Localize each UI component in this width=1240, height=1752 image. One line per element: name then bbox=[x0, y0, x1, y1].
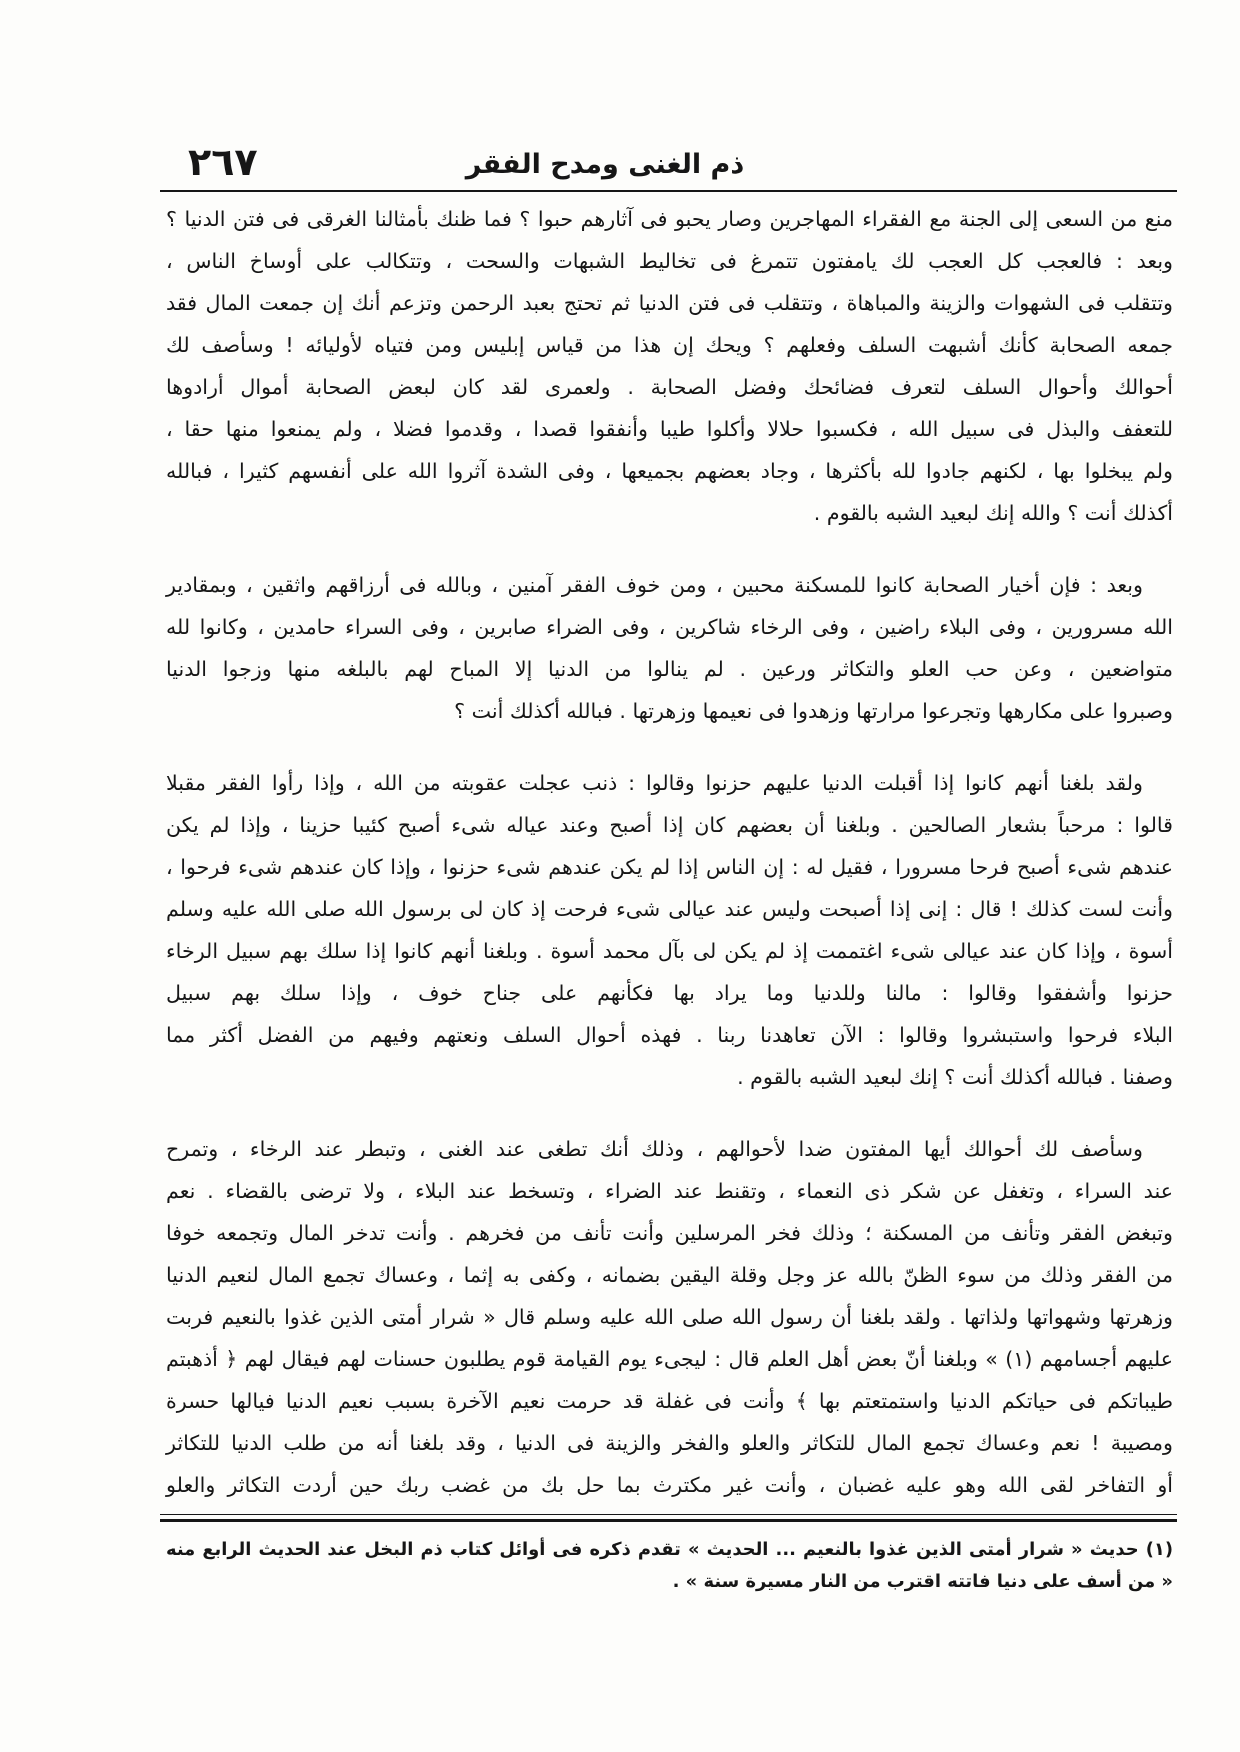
body-line: قالوا : مرحباً بشعار الصالحين . وبلغنا أن بعضهم كان إذا أصبح وعند عياله شىء أصبح كئيبا حزينا ، وإذا لم يكن bbox=[166, 813, 1173, 837]
body-line: وأنت لست كذلك ! قال : إنى إذا أصبحت وليس عند عيالى شىء فرحت إذ كان لى برسول الله صلى الله عليه وسلم bbox=[166, 897, 1173, 921]
body-line: للتعفف والبذل فى سبيل الله ، فكسبوا حلالا وأكلوا طيبا وأنفقوا قصدا ، وقدموا فضلا ، ولم يمنعوا منها حقا ، bbox=[166, 417, 1173, 441]
body-line: أسوة ، وإذا كان عند عيالى شىء اغتممت إذ لم يكن لى بآل محمد أسوة . وبلغنا أنهم كانوا إذا سلك بهم سبيل الرخاء bbox=[166, 939, 1173, 963]
body-line: أو التفاخر لقى الله وهو عليه غضبان ، وأنت غير مكترث بما حل بك من غضب ربك حين أردت التكاثر والعلو bbox=[166, 1473, 1173, 1497]
footnote-line: (١) حديث « شرار أمتى الذين غذوا بالنعيم ... الحديث » تقدم ذكره فى أوائل كتاب ذم البخل عند الحديث الرابع منه bbox=[166, 1539, 1173, 1560]
footnote-separator bbox=[160, 1514, 1177, 1522]
body-line: عليهم أجسامهم (١) » وبلغنا أنّ بعض أهل العلم قال : ليجىء يوم القيامة قوم يطلبون حسنات لهم فيقال لهم ﴿ أذهبتم bbox=[166, 1347, 1173, 1371]
paragraph bbox=[166, 198, 1173, 534]
main-text bbox=[166, 198, 1173, 1506]
body-line: وسأصف لك أحوالك أيها المفتون ضدا لأحوالهم ، وذلك أنك تطغى عند الغنى ، وتبطر عند الرخاء ، وتمرح bbox=[166, 1137, 1143, 1161]
body-line: حزنوا وأشفقوا وقالوا : مالنا وللدنيا وما يراد بها فكأنهم على جناح خوف ، وإذا سلك بهم سبيل bbox=[166, 981, 1173, 1005]
body-line: متواضعين ، وعن حب العلو والتكاثر ورعين . لم ينالوا من الدنيا إلا المباح لهم بالبلغه منها وزجوا الدنيا bbox=[166, 657, 1173, 681]
body-line: وتتقلب فى الشهوات والزينة والمباهاة ، وتتقلب فى فتن الدنيا ثم تحتج بعبد الرحمن وتزعم أنك إن جمعت المال فقد bbox=[166, 291, 1173, 315]
body-line: الله مسرورين ، وفى البلاء راضين ، وفى الرخاء شاكرين ، وفى الضراء صابرين ، وفى السراء حامدين ، وكانوا لله bbox=[166, 615, 1173, 639]
page-number: ٢٦٧ bbox=[188, 140, 258, 184]
body-line: البلاء فرحوا واستبشروا وقالوا : الآن تعاهدنا ربنا . فهذه أحوال السلف ونعتهم وفيهم من الفضل أكثر مما bbox=[166, 1023, 1173, 1047]
body-line: ولقد بلغنا أنهم كانوا إذا أقبلت الدنيا عليهم حزنوا وقالوا : ذنب عجلت عقوبته من الله ، وإذا رأوا الفقر مقبلا bbox=[166, 771, 1143, 795]
body-line: من الفقر وذلك من سوء الظنّ بالله عز وجل وقلة اليقين بضمانه ، وكفى به إثما ، وعساك تجمع المال لنعيم الدنيا bbox=[166, 1263, 1173, 1287]
footnote bbox=[166, 1534, 1173, 1598]
paragraph bbox=[166, 564, 1173, 732]
body-line: منع من السعى إلى الجنة مع الفقراء المهاجرين وصار يحبو فى آثارهم حبوا ؟ فما ظنك بأمثالنا الغرقى فى فتن الدنيا ؟ bbox=[166, 207, 1173, 231]
footnotes bbox=[166, 1534, 1173, 1598]
footnote-line: « من أسف على دنيا فاتته اقترب من النار مسيرة سنة » . bbox=[672, 1571, 1173, 1592]
paragraph bbox=[166, 1128, 1173, 1506]
body-line: أحوالك وأحوال السلف لتعرف فضائحك وفضل الصحابة . ولعمرى لقد كان لبعض الصحابة أموال أرادوها bbox=[166, 375, 1173, 399]
body-line: وزهرتها وشهواتها ولذاتها . ولقد بلغنا أن رسول الله صلى الله عليه وسلم قال « شرار أمتى الذين غذوا بالنعيم فربت bbox=[166, 1305, 1173, 1329]
paragraph bbox=[166, 762, 1173, 1098]
body-line: وتبغض الفقر وتأنف من المسكنة ؛ وذلك فخر المرسلين وأنت تأنف من فخرهم . وأنت تدخر المال وتجمعه خوفا bbox=[166, 1221, 1173, 1245]
header-rule bbox=[160, 190, 1177, 192]
body-line: ولم يبخلوا بها ، لكنهم جادوا لله بأكثرها ، وجاد بعضهم بجميعها ، وفى الشدة آثروا الله على أنفسهم كثيرا ، فبالله bbox=[166, 459, 1173, 483]
body-line: ومصيبة ! نعم وعساك تجمع المال للتكاثر والعلو والفخر والزينة فى الدنيا ، وقد بلغنا أنه من طلب الدنيا للتكاثر bbox=[166, 1431, 1173, 1455]
body-line: وبعد : فالعجب كل العجب لك يامفتون تتمرغ فى تخاليط الشبهات والسحت ، وتتكالب على أوساخ الناس ، bbox=[166, 249, 1173, 273]
body-line: وصفنا . فبالله أكذلك أنت ؟ إنك لبعيد الشبه بالقوم . bbox=[737, 1065, 1173, 1089]
running-title: ذم الغنى ومدح الفقر bbox=[465, 149, 745, 180]
body-line: وبعد : فإن أخيار الصحابة كانوا للمسكنة محبين ، ومن خوف الفقر آمنين ، وبالله فى أرزاقهم واثقين ، وبمقادير bbox=[166, 573, 1143, 597]
body-line: جمعه الصحابة كأنك أشبهت السلف وفعلهم ؟ ويحك إن هذا من قياس إبليس ومن فتياه لأوليائه ! وسأصف لك bbox=[166, 333, 1173, 357]
body-line: أكذلك أنت ؟ والله إنك لبعيد الشبه بالقوم . bbox=[813, 501, 1173, 525]
body-line: عند السراء ، وتغفل عن شكر ذى النعماء ، وتقنط عند الضراء ، وتسخط عند البلاء ، ولا ترضى بالقضاء . نعم bbox=[166, 1179, 1173, 1203]
body-line: عندهم شىء أصبح فرحا مسرورا ، فقيل له : إن الناس إذا لم يكن عندهم شىء حزنوا ، وإذا كان عندهم شىء فرحوا ، bbox=[166, 855, 1173, 879]
body-line: وصبروا على مكارهها وتجرعوا مرارتها وزهدوا فى نعيمها وزهرتها . فبالله أكذلك أنت ؟ bbox=[454, 699, 1173, 723]
body-line: طيباتكم فى حياتكم الدنيا واستمتعتم بها ﴾ وأنت فى غفلة قد حرمت نعيم الآخرة بسبب نعيم الدنيا فيالها حسرة bbox=[166, 1389, 1173, 1413]
